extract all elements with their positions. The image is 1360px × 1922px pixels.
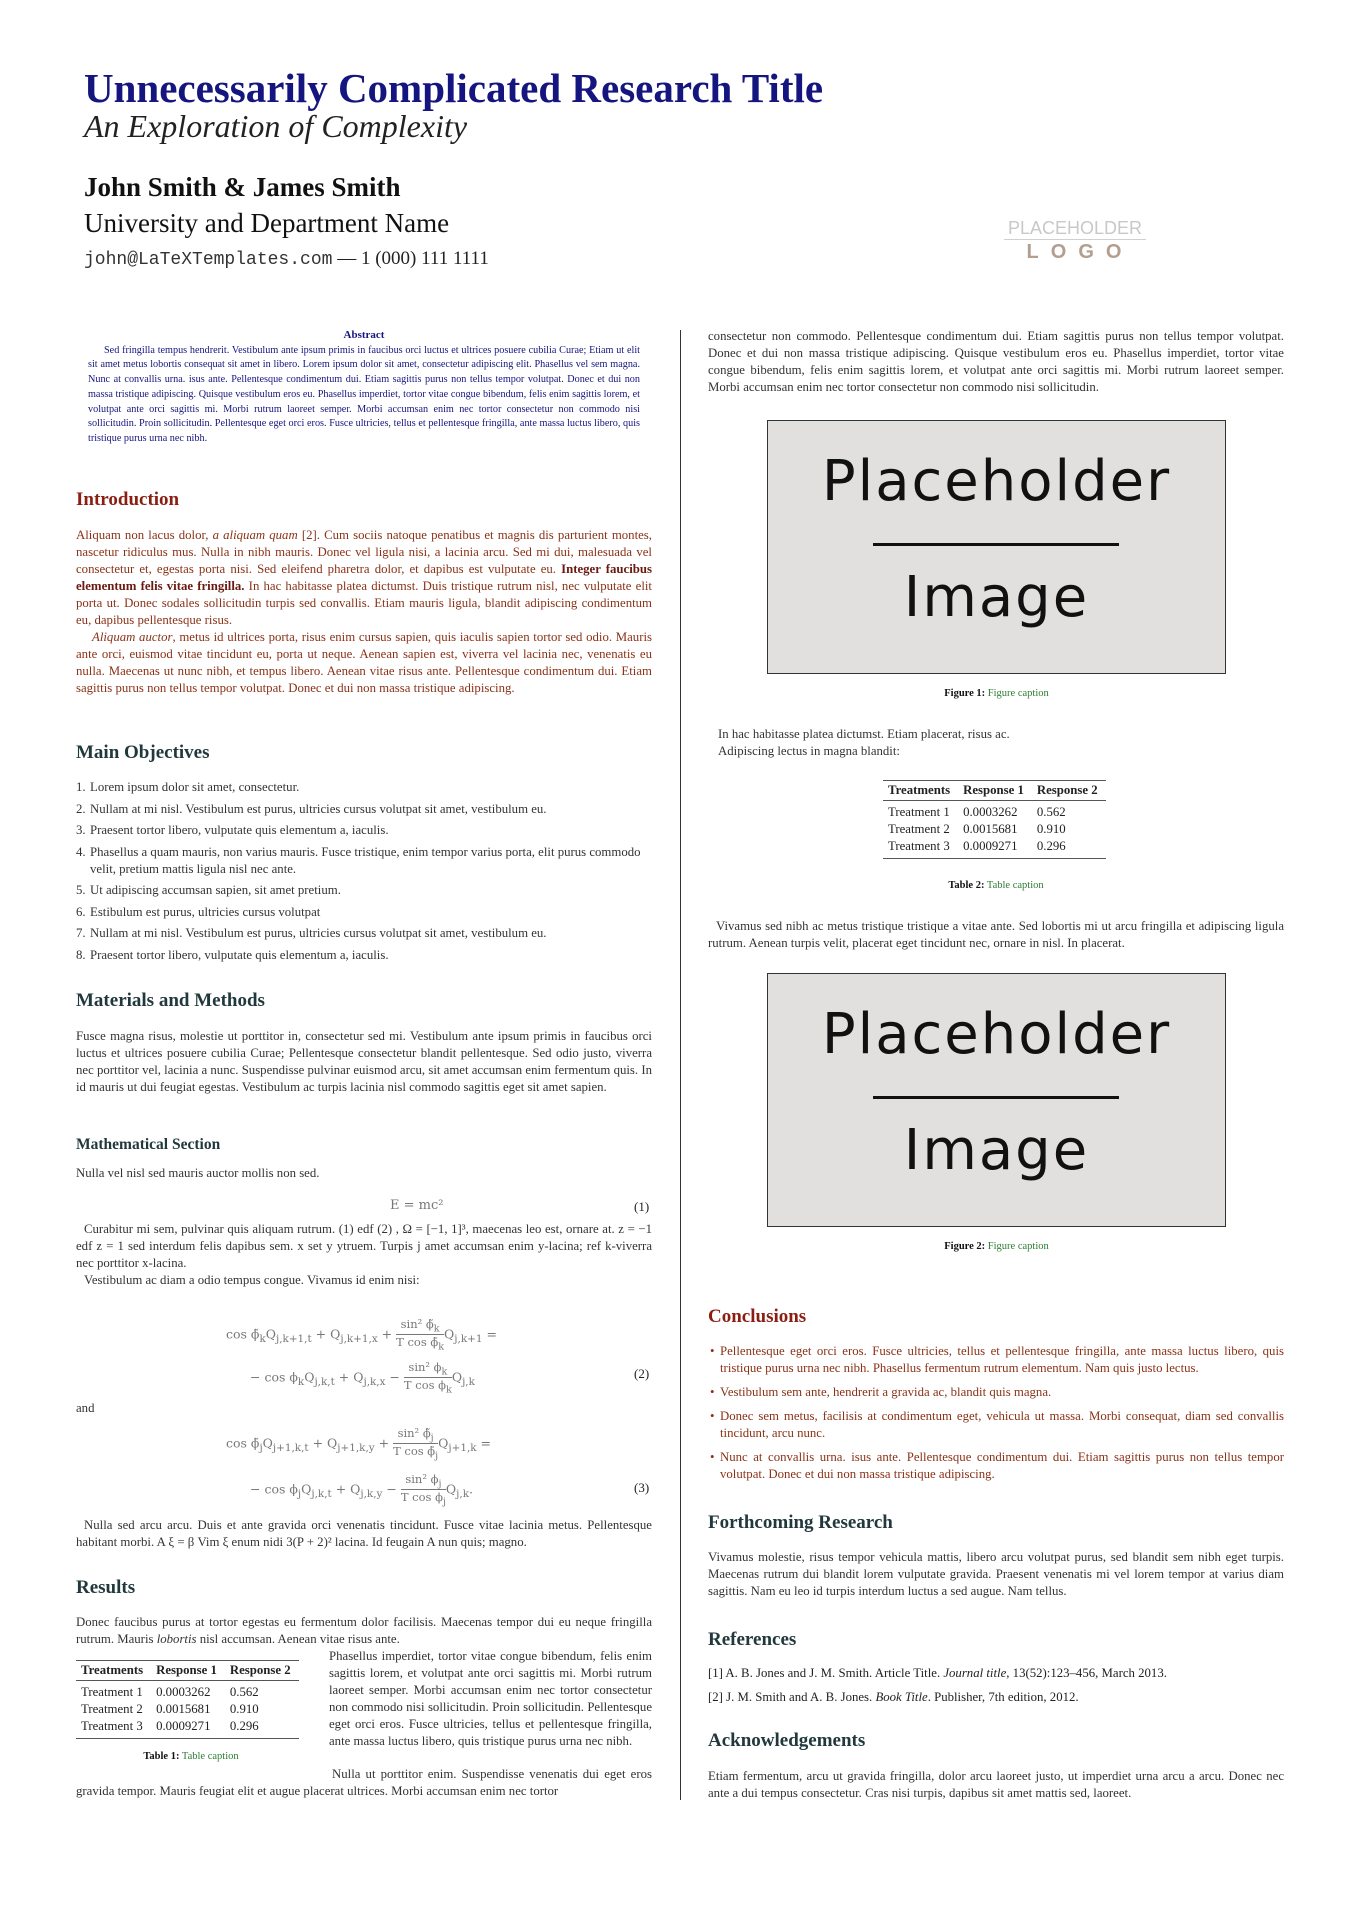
list-number: 8.: [76, 947, 86, 962]
table-cell: Treatment 2: [81, 1702, 143, 1716]
math-text: Vestibulum ac diam a odio tempus congue. Vivamus id enim nisi:: [84, 1273, 420, 1287]
math-intro-text: Nulla vel nisl sed mauris auctor mollis non sed.: [76, 1166, 320, 1180]
results-top: [76, 1614, 652, 1648]
table-cell: 0.910: [1036, 822, 1066, 836]
right-after-table-text: Vivamus sed nibh ac metus tristique tristique a vitae ante. Sed lobortis mi ut arcu fringilla et adipiscing ligula rutrum. Aenean turpis velit, placerat eget tincidunt nec, ornare in nisl. In placerat.: [708, 919, 1284, 950]
table-row: [883, 838, 1106, 859]
list-text: Praesent tortor libero, vulputate quis elementum a, iaculis.: [90, 947, 389, 962]
logo-bottom-text: LOGO: [1026, 241, 1134, 263]
table-row: [883, 801, 1106, 822]
table-header-cell: Treatments: [76, 1661, 151, 1681]
list-number: 4.: [76, 844, 86, 859]
intro-text: [2]. Cum sociis natoque penatibus et magnis dis parturient montes, nascetur ridiculus mus. Nulla in nibh mauris. Donec vel ligula nisi, a lacinia arcu. Sed mi dui, malesuada vel consectetur et, egestas porta nisi. Sed eleifend pharetra dolor, et dapibus est vulputate eu.: [76, 528, 652, 576]
table-2-label: Table 2:: [948, 880, 985, 891]
math-heading: Mathematical Section: [76, 1136, 221, 1153]
institution: University and Department Name: [84, 208, 450, 238]
authors: John Smith & James Smith: [84, 172, 401, 202]
list-text: Ut adipiscing accumsan sapien, sit amet pretium.: [90, 883, 341, 897]
table-cell: 0.0015681: [963, 822, 1018, 836]
table-header-cell: Response 1: [151, 1661, 225, 1681]
placeholder-word: Image: [903, 1118, 1090, 1183]
table-row: [76, 1718, 299, 1739]
table-header-cell: Response 1: [958, 781, 1032, 801]
table-cell: 0.562: [1036, 805, 1066, 819]
results-heading: Results: [76, 1577, 136, 1598]
placeholder-word: Placeholder: [821, 449, 1172, 514]
reference-italic: Journal title: [943, 1666, 1007, 1680]
list-text: Estibulum est purus, ultricies cursus volutpat: [90, 904, 321, 919]
placeholder-logo: [1004, 218, 1146, 264]
conclusion-item: • Donec sem metus, facilisis at condimentum eget, vehicula ut massa. Morbi consequat, diam sed convallis tincidunt, arcu nunc.: [708, 1408, 1284, 1442]
equation-1-number: (1): [634, 1199, 650, 1214]
reference-item: [708, 1689, 1284, 1706]
list-text: Nullam at mi nisl. Vestibulum est purus, ultricies cursus volutpat sit amet, vestibulum eu.: [90, 801, 547, 816]
abstract-heading: Abstract: [343, 329, 385, 341]
math-paragraph-1: [76, 1221, 652, 1289]
contact-line: [84, 248, 489, 270]
list-item: [76, 925, 652, 942]
introduction-paragraph-1: [76, 527, 652, 629]
table-header-row: [76, 1661, 299, 1681]
right-mid-text: In hac habitasse platea dictumst. Etiam placerat, risus ac. Adipiscing lectus in magna blandit:: [718, 727, 1010, 758]
conclusion-item: • Pellentesque eget orci eros. Fusce ultricies, tellus et pellentesque fringilla, ante massa luctus libero, quis tristique purus urna nec nibh. Phasellus fermentum rutrum elementum. Nam quis justo lectus.: [708, 1343, 1284, 1377]
forthcoming-body: [708, 1549, 1284, 1600]
results-table-1: [76, 1660, 306, 1762]
table-row: [883, 821, 1106, 838]
acknowledgements-body: [708, 1768, 1284, 1802]
right-intro: [708, 328, 1284, 396]
list-number: 6.: [76, 904, 86, 919]
list-item: [76, 904, 652, 921]
acknowledgements-heading: Acknowledgements: [708, 1730, 866, 1751]
results-table-2: [883, 780, 1106, 859]
and-text: and: [76, 1401, 95, 1415]
placeholder-word: Image: [903, 565, 1090, 630]
table-cell: Treatment 2: [888, 822, 950, 836]
list-item: [76, 882, 652, 899]
introduction-heading: Introduction: [76, 489, 180, 510]
table-cell: 0.296: [225, 1718, 299, 1739]
results-bottom: [76, 1766, 652, 1800]
table-cell: 0.0009271: [958, 838, 1032, 859]
poster-title: Unnecessarily Complicated Research Title: [84, 65, 824, 111]
intro-text: Aliquam non lacus dolor,: [76, 528, 213, 542]
poster-subtitle: An Exploration of Complexity: [84, 108, 468, 144]
list-item: [76, 844, 652, 878]
abstract: [88, 328, 640, 447]
figure-1-caption: [767, 688, 1226, 699]
reference-pre: [2] J. M. Smith and A. B. Jones.: [708, 1690, 876, 1704]
results-text: [76, 1614, 652, 1648]
table-cell: 0.0015681: [156, 1702, 211, 1716]
objectives-heading: Main Objectives: [76, 742, 210, 763]
intro-bold: Integer faucibus elementum felis vitae fringilla.: [76, 562, 652, 593]
results-text-a: Donec faucibus purus at tortor egestas eu fermentum dolor facilisis. Maecenas tempor dui eu neque fringilla rutrum. Mauris: [76, 1615, 652, 1646]
table-cell: 0.0003262: [156, 1685, 211, 1699]
reference-pre: [1] A. B. Jones and J. M. Smith. Article Title.: [708, 1666, 944, 1680]
table-cell: 0.0003262: [963, 805, 1018, 819]
table-header-cell: Response 2: [225, 1661, 299, 1681]
table-1-caption-label: Table 1:: [143, 1751, 180, 1762]
math-text: Curabitur mi sem, pulvinar quis aliquam rutrum. (1) edf (2) , Ω = [−1, 1]³, maecenas leo est, ornare at. z = −1 edf z = 1 sed interdum felis dapibus sem. x set y ytruem. Turpis j amet accumsan enim y-lacina; ref k-viverra nec porttitor x-lacina.: [76, 1222, 652, 1270]
reference-italic: Book Title: [875, 1690, 928, 1704]
conclusion-item: • Nunc at convallis urna. isus ante. Pellentesque condimentum dui. Etiam sagittis purus non tellus tempor volutpat. Donec et dui non massa tristique adipiscing.: [708, 1449, 1284, 1483]
equation-3-line-2: − $\cos \phi_jQ_{j,k,t} + Q_{j,k,y}$ − $\frac{\sin^2 \phi_j}{T \cos \phi_j}$ $Q_{j,k}$.: [250, 1472, 473, 1508]
results-text-b: nisl accumsan. Aenean vitae risus ante.: [196, 1632, 400, 1646]
equation-2-line-1: $\cos \phĩ_kQ_{j,k+1,t} + Q_{j,k+1,x}$ + $\frac{\sin^2 \phĩ_k}{T \cos \phĩ_k}$ $Q_{j,k+1}$ =: [226, 1317, 497, 1353]
list-text: Phasellus a quam mauris, non varius mauris. Fusce tristique, enim tempor varius porta, elit purus commodo velit, pretium mattis ligula nisl nec ante.: [90, 844, 641, 876]
table-cell: 0.562: [229, 1685, 259, 1699]
table-row: [76, 1681, 299, 1702]
reference-item: [708, 1665, 1284, 1682]
placeholder-image-2: [767, 973, 1226, 1227]
abstract-text: Sed fringilla tempus hendrerit. Vestibulum ante ipsum primis in faucibus orci luctus et ultrices posuere cubilia Curae; Etiam ut elit sit amet metus lobortis consequat sit amet in libero. Lorem ipsum dolor sit amet, consectetur adipiscing elit. Phasellus vel sem magna. Nunc at convallis urna. isus ante. Pellentesque condimentum dui. Etiam sagittis purus non tellus tempor volutpat. Donec et dui non massa tristique adipiscing. Quisque vestibulum eros eu. Phasellus imperdiet, tortor vitae congue bibendum, felis enim sagittis lorem, et volutpat ante orci sagittis mi. Morbi rutrum laoreet semper. Morbi accumsan enim nec tortor consectetur non commodo nisi sollicitudin. Proin sollicitudin. Pellentesque eget orci eros. Fusce ultricies, tellus et pellentesque fringilla, ante massa luctus libero, quis tristique purus urna nec nibh.: [88, 344, 640, 444]
table-header-cell: Response 2: [1032, 781, 1106, 801]
forthcoming-heading: Forthcoming Research: [708, 1512, 893, 1533]
reference-post: , 13(52):123–456, March 2013.: [1006, 1666, 1167, 1680]
references-heading: References: [708, 1629, 797, 1650]
table-cell: Treatment 1: [888, 805, 950, 819]
list-number: 7.: [76, 926, 86, 940]
placeholder-word: Placeholder: [821, 1002, 1172, 1067]
equation-3-line-1: $\cos \phĩ_jQ_{j+1,k,t} + Q_{j+1,k,y}$ + $\frac{\sin^2 \phĩ_j}{T \cos \phĩ_j}$ $Q_{j+1,k}$ =: [226, 1426, 492, 1462]
phone: — 1 (000) 111 1111: [332, 248, 489, 269]
list-item: [76, 801, 652, 818]
table-header-cell: Treatments: [883, 781, 958, 801]
list-number: 1.: [76, 780, 86, 794]
objectives-list: [76, 779, 652, 964]
figure-1-caption-text: Figure caption: [987, 688, 1049, 699]
objectives-body: [76, 779, 652, 968]
intro-text: In hac habitasse platea dictumst. Duis tristique rutrum nisl, nec vulputate elit porta ut. Donec sodales sollicitudin turpis sed convallis. Etiam mauris ligula, blandit adipiscing condimentum eu, dapibus pellentesque risus.: [76, 579, 652, 627]
introduction-paragraph-2: [76, 629, 652, 697]
results-side-text: [329, 1648, 652, 1750]
list-item: [76, 947, 652, 964]
results-bottom-paragraph: Nulla ut porttitor enim. Suspendisse venenatis dui eget eros gravida tempor. Mauris feugiat elit et augue placerat ultrices. Morbi accumsan enim nec tortor: [76, 1767, 652, 1798]
placeholder-rule: [873, 1096, 1119, 1099]
table-2-caption-text: Table caption: [986, 880, 1044, 891]
reference-post: . Publisher, 7th edition, 2012.: [927, 1690, 1079, 1704]
results-side-paragraph: Phasellus imperdiet, tortor vitae congue bibendum, felis enim sagittis lorem, et volutpat ante orci sagittis mi. Morbi rutrum laoreet semper. Morbi accumsan enim nec tortor consectetur non commodo nisi sollicitudin. Proin sollicitudin. Pellentesque eget orci eros. Fusce ultricies, tellus et pellentesque fringilla, ante massa luctus libero, quis tristique purus urna nec nibh.: [329, 1649, 652, 1748]
conclusions-body: [708, 1343, 1284, 1490]
list-text: Nullam at mi nisl. Vestibulum est purus, ultricies cursus volutpat sit amet, vestibulum eu.: [90, 926, 547, 940]
figure-2-label: Figure 2:: [944, 1241, 986, 1252]
methods-body: [76, 1028, 652, 1096]
introduction-body: [76, 527, 652, 697]
placeholder-image-1: [767, 420, 1226, 674]
table-cell: 0.0009271: [151, 1718, 225, 1739]
results-italic: lobortis: [156, 1632, 197, 1646]
table-2-caption: [883, 880, 1109, 891]
methods-heading: Materials and Methods: [76, 990, 265, 1011]
list-item: [76, 779, 652, 796]
figure-1-label: Figure 1:: [944, 688, 986, 699]
conclusions-heading: Conclusions: [708, 1306, 807, 1327]
table-1: [76, 1660, 299, 1739]
math-text: Nulla sed arcu arcu. Duis et ante gravida orci venenatis tincidunt. Fusce vitae lacinia metus. Pellentesque habitant morbi. A ξ = β Vim ξ enum nidi 3(P + 2)² lacina. Id feugain A nun quis; magno.: [76, 1518, 652, 1549]
references-list: [708, 1665, 1284, 1713]
table-cell: 0.296: [1032, 838, 1106, 859]
list-number: 2.: [76, 801, 86, 816]
equation-2-line-2: − $\cos \phi_kQ_{j,k,t} + Q_{j,k,x}$ − $\frac{\sin^2 \phi_k}{T \cos \phi_k}$ $Q_{j,k}$: [250, 1360, 475, 1396]
acknowledgements-text: Etiam fermentum, arcu ut gravida fringilla, dolor arcu laoreet justo, ut imperdiet urna arcu a arcu. Donec nec ante a dui tempus consectetur. Cras nisi turpis, dapibus sit amet mattis sed, laoreet.: [708, 1769, 1284, 1800]
table-cell: Treatment 3: [883, 838, 958, 859]
table-header-row: [883, 781, 1106, 801]
math-paragraph-3: [76, 1517, 652, 1551]
intro-text: , metus id ultrices porta, risus enim cursus sapien, quis iaculis sapien tortor sed odio. Mauris ante orci, euismod vitae tincidunt eu, porta ut neque. Aenean sapien est, viverra vel lacinia nec, venenatis eu nulla. Maecenas ut nunc nibh, et tempus libero. Aenean vitae risus ante. Pellentesque condimentum dui. Etiam sagittis purus non tellus tempor volutpat. Donec et dui non massa tristique adipiscing.: [76, 630, 653, 695]
math-intro: [76, 1165, 652, 1182]
right-intro-text: consectetur non commodo. Pellentesque condimentum dui. Etiam sagittis purus non tellus tempor volutpat. Donec et dui non massa tristique adipiscing. Quisque vestibulum eros eu. Phasellus imperdiet, tortor vitae congue bibendum, felis enim sagittis lorem, et volutpat ante orci sagittis mi. Morbi rutrum laoreet semper. Morbi accumsan enim nec tortor consectetur non commodo nisi sollicitudin.: [708, 329, 1284, 394]
intro-italic: Aliquam auctor: [92, 630, 173, 644]
table-1-caption: [76, 1751, 306, 1762]
table-cell: 0.910: [229, 1702, 259, 1716]
right-after-table: [708, 918, 1284, 952]
list-text: Lorem ipsum dolor sit amet, consectetur.: [90, 780, 300, 794]
logo-top-text: PLACEHOLDER: [1004, 218, 1146, 240]
column-divider: [680, 330, 681, 1800]
table-1-caption-text: Table caption: [181, 1751, 239, 1762]
list-text: Praesent tortor libero, vulputate quis elementum a, iaculis.: [90, 823, 389, 837]
conclusion-item: • Vestibulum sem ante, hendrerit a gravida ac, blandit quis magna.: [708, 1384, 1284, 1401]
list-number: 3.: [76, 823, 86, 837]
intro-italic: a aliquam quam: [212, 528, 298, 542]
table-cell: Treatment 3: [76, 1718, 151, 1739]
table-cell: Treatment 1: [81, 1685, 143, 1699]
email[interactable]: john@LaTeXTemplates.com: [84, 250, 333, 270]
equation-3-number: (3): [634, 1480, 650, 1495]
figure-2-caption-text: Figure caption: [987, 1241, 1049, 1252]
forthcoming-text: Vivamus molestie, risus tempor vehicula mattis, libero arcu volutpat purus, sed blandit sem nibh eget turpis. Maecenas rutrum dui blandit lorem vulputate gravida. Praesent venenatis mi vel lorem tempor at varius diam sagittis. Nam eu leo id turpis interdum luctus a sed augue. Nam tellus.: [708, 1550, 1284, 1598]
list-number: 5.: [76, 883, 86, 897]
methods-text: Fusce magna risus, molestie ut porttitor in, consectetur sed mi. Vestibulum ante ipsum primis in faucibus orci luctus et ultrices posuere cubilia Curae; Pellentesque consectetur blandit pellentesque. Sed odio justo, viverra nec porttitor vel, lacinia a nunc. Suspendisse pulvinar euismod arcu, sit amet accumsan enim fermentum quis. In id mauris ut dui feugiat egestas. Vestibulum ac turpis lacinia nisl commodo sagittis eget sit amet sapien.: [76, 1029, 652, 1094]
table-2: [883, 780, 1106, 859]
equation-1: E = mc²: [390, 1198, 444, 1213]
list-item: [76, 822, 652, 839]
table-row: [76, 1701, 299, 1718]
equation-2-number: (2): [634, 1366, 650, 1381]
conclusions-list: [708, 1343, 1284, 1483]
placeholder-rule: [873, 543, 1119, 546]
figure-2-caption: [767, 1241, 1226, 1252]
